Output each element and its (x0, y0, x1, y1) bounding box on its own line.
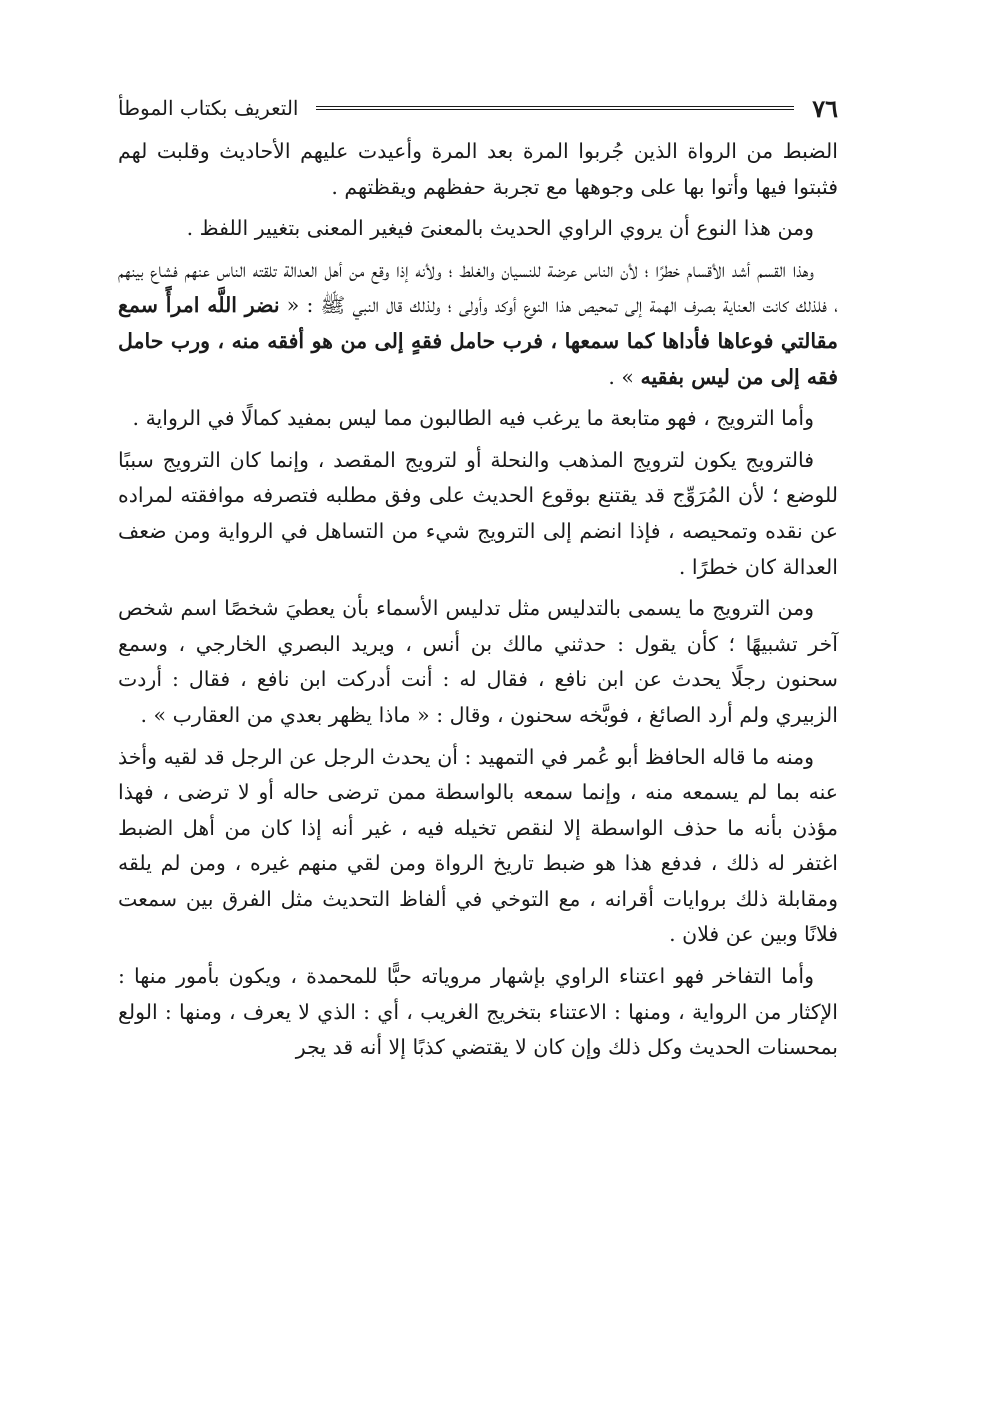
paragraph-text: وهذا القسم أشد الأقسام خطرًا ؛ لأن الناس عرضة للنسيان والغلط ؛ ولأنه إذا وقع من أهل العدالة تلقته الناس عنهم فشاع بينهم ، فلذلك كانت العناية بصرف الهمة إلى تمحيص هذا النوع أوكد وأولى ؛ ولذلك قال النبي ﷺ : « (118, 257, 839, 318)
paragraph: الضبط من الرواة الذين جُربوا المرة بعد المرة وأعيدت عليهم الأحاديث وقلبت لهم فثبتوا فيها وأتوا بها على وجوهها مع تجربة حفظهم ويقظتهم . (118, 139, 838, 199)
book-title: التعريف بكتاب الموطأ (118, 96, 299, 120)
paragraph: وأما الترويج ، فهو متابعة ما يرغب فيه الطالبون مما ليس بمفيد كمالًا في الرواية . (132, 406, 814, 431)
header-double-rule (316, 106, 794, 110)
running-header (118, 88, 838, 128)
paragraph-with-hadith (118, 253, 838, 395)
paragraph: ومنه ما قاله الحافظ أبو عُمر في التمهيد : أن يحدث الرجل عن الرجل قد لقيه وأخذ عنه بما لم يسمعه منه ، وإنما سمعه بالواسطة ممن ترضى حاله أو لا ترضى ، فهذا مؤذن بأنه ما حذف الواسطة إلا لنقص تخيله فيه ، غير أنه إذا كان من أهل الضبط اغتفر له ذلك ، فدفع هذا هو ضبط تاريخ الرواة ومن لقي منهم غيره ، ومن لم يلقه ومقابلة ذلك بروايات أقرانه ، مع التوخي في ألفاظ التحديث مثل الفرق بين سمعت فلانًا وبين عن فلان . (118, 744, 838, 947)
paragraph: فالترويج يكون لترويج المذهب والنحلة أو لترويج المقصد ، وإنما كان الترويج سببًا للوضع ؛ لأن المُرَوِّج قد يقتنع بوقوع الحديث على وفق مطلبه فتصرفه موافقته لمراده عن نقده وتمحيصه ، فإذا انضم إلى الترويج شيء من التساهل في الرواية ومن ضعف العدالة كان خطرًا . (118, 447, 838, 579)
page-number: ٧٦ (812, 93, 838, 123)
body-text (118, 134, 838, 1066)
document-page (118, 88, 838, 1072)
paragraph: وأما التفاخر فهو اعتناء الراوي بإشهار مروياته حبًّا للمحمدة ، ويكون بأمور منها : الإكثار من الرواية ، ومنها : الاعتناء بتخريج الغريب ، أي : الذي لا يعرف ، ومنها : الولع بمحسنات الحديث وكل ذلك وإن كان لا يقتضي كذبًا إلا أنه قد يجر (118, 964, 838, 1060)
paragraph-text: » . (608, 364, 641, 389)
paragraph: ومن هذا النوع أن يروي الراوي الحديث بالمعنىَ فيغير المعنى بتغيير اللفظ . (186, 216, 814, 241)
hadith-quote: نضر اللَّه امرأً سمع مقالتي فوعاها فأداها كما سمعها ، فرب حامل فقهٍ إلى من هو أفقه منه ، ورب حامل فقه إلى من ليس بفقيه (118, 293, 838, 389)
paragraph: ومن الترويج ما يسمى بالتدليس مثل تدليس الأسماء بأن يعطيَ شخصًا اسم شخص آخر تشبيهًا ؛ كأن يقول : حدثني مالك بن أنس ، ويريد البصري الخارجي ، وسمع سحنون رجلًا يحدث عن ابن نافع ، فقال له : أنت أدركت ابن نافع ، فقال : أردت الزبيري ولم أرد الصائغ ، فوبَّخه سحنون ، وقال : « ماذا يظهر بعدي من العقارب » . (118, 596, 838, 727)
